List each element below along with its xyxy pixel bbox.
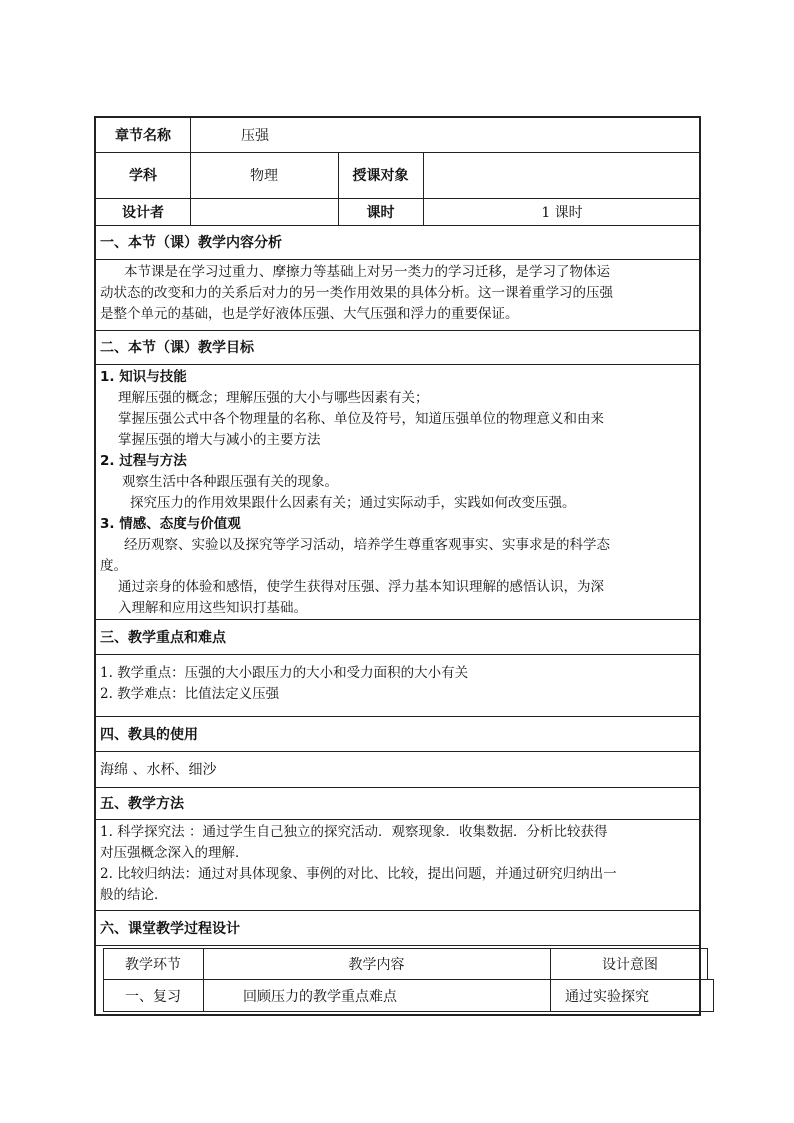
paragraph-line: 是整个单元的基础，也是学好液体压强、大气压强和浮力的重要保证。	[100, 306, 519, 322]
paragraph-line: 本节课是在学习过重力、摩擦力等基础上对另一类力的学习迁移，是学习了物体运	[124, 264, 610, 280]
hours-label: 课时	[366, 204, 395, 221]
process-cell: 通过实验探究	[565, 988, 649, 1005]
process-cell: 回顾压力的教学重点难点	[243, 988, 397, 1005]
row-divider	[96, 364, 699, 365]
goal-heading: 1. 知识与技能	[100, 369, 187, 385]
audience-label: 授课对象	[352, 168, 409, 184]
section-3-title: 三、教学重点和难点	[100, 629, 226, 646]
method-line: 对压强概念深入的理解．	[100, 845, 249, 861]
method-line: 2. 比较归纳法：通过对具体现象、事例的对比、比较，提出问题，并通过研究归纳出一	[100, 866, 617, 882]
process-header-cell: 教学内容	[348, 957, 405, 973]
goal-line: 探究压力的作用效果跟什么因素有关；通过实际动手，实践如何改变压强。	[130, 495, 576, 511]
row-divider	[96, 259, 699, 260]
chapter-value: 压强	[241, 128, 269, 144]
method-line: 般的结论．	[100, 887, 168, 903]
designer-label: 设计者	[122, 204, 164, 221]
subject-label: 学科	[129, 168, 157, 184]
goal-heading: 3. 情感、态度与价值观	[100, 516, 241, 532]
row-divider	[96, 819, 699, 820]
paragraph-line: 动状态的改变和力的关系后对力的另一类作用效果的具体分析。这一课着重学习的压强	[100, 285, 613, 301]
process-header-cell: 教学环节	[125, 957, 181, 973]
section-5-body	[100, 822, 700, 906]
goal-heading: 2. 过程与方法	[100, 453, 187, 469]
goal-line: 掌握压强公式中各个物理量的名称、单位及符号，知道压强单位的物理意义和由来	[118, 411, 604, 427]
process-table	[103, 948, 710, 1013]
goal-line: 观察生活中各种跟压强有关的现象。	[122, 474, 338, 490]
goal-line: 经历观察、实验以及探究等学习活动，培养学生尊重客观事实、实事求是的科学态	[124, 537, 610, 553]
goal-line: 理解压强的概念；理解压强的大小与哪些因素有关；	[118, 390, 429, 406]
goal-line: 入理解和应用这些知识打基础。	[118, 600, 307, 616]
subject-value: 物理	[250, 168, 278, 184]
chapter-label: 章节名称	[115, 128, 171, 144]
goal-line: 掌握压强的增大与减小的主要方法	[118, 432, 321, 448]
key-point-line: 2. 教学难点：比值法定义压强	[100, 686, 280, 702]
designer-value	[190, 198, 338, 225]
section-4-title: 四、教具的使用	[100, 726, 198, 743]
audience-value	[423, 152, 701, 198]
row-divider	[96, 787, 699, 788]
goal-line: 通过亲身的体验和感悟，使学生获得对压强、浮力基本知识理解的感悟认识，为深	[118, 579, 604, 595]
row-divider	[96, 654, 699, 655]
method-line: 1. 科学探究法 ：通过学生自己独立的探究活动．观察现象．收集数据．分析比较获得	[100, 824, 608, 840]
section-5-title: 五、教学方法	[100, 796, 184, 812]
goal-line: 度。	[100, 558, 127, 574]
key-point-line: 1. 教学重点：压强的大小跟压力的大小和受力面积的大小有关	[100, 665, 469, 681]
section-2-body	[100, 367, 700, 619]
process-cell: 一、复习	[125, 988, 181, 1005]
section-6-title: 六、课堂教学过程设计	[100, 920, 240, 937]
lesson-plan-table	[94, 116, 701, 1016]
row-divider	[96, 945, 699, 946]
section-2-title: 二、本节（课）教学目标	[100, 340, 254, 356]
section-3-body	[100, 663, 698, 705]
hours-value: 1 课时	[541, 204, 583, 221]
section-1-body	[100, 262, 698, 325]
teaching-aids: 海绵 、水杯、细沙	[100, 762, 217, 778]
process-header-cell: 设计意图	[602, 957, 658, 973]
section-1-title: 一、本节（课）教学内容分析	[100, 235, 282, 251]
